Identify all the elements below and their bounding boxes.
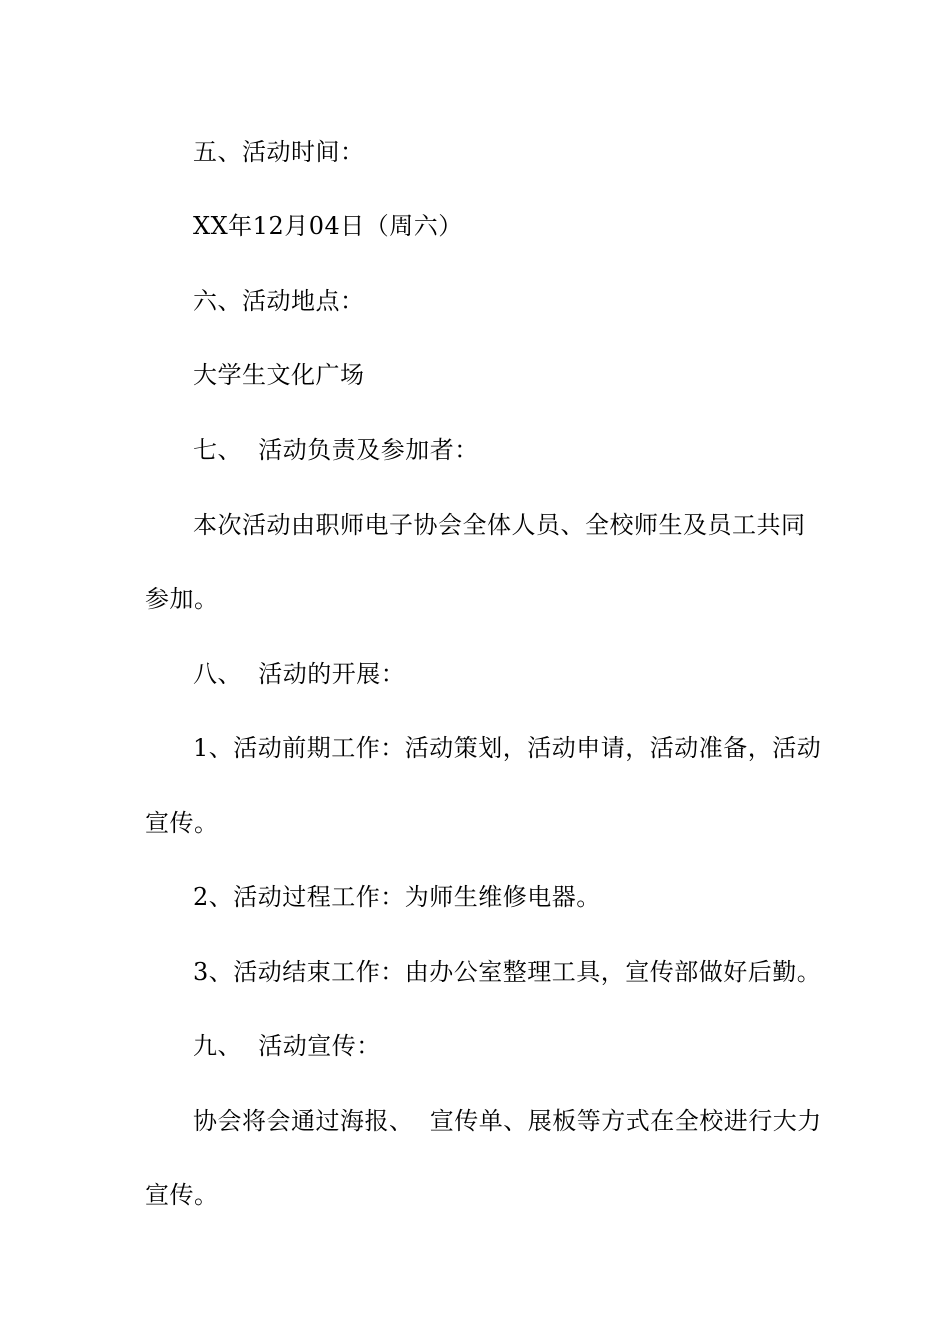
section-heading-location: 六、活动地点：: [193, 287, 365, 315]
promotion-paragraph-line-1: 协会将会通过海报、 宣传单、展板等方式在全校进行大力: [193, 1107, 822, 1135]
section-heading-promotion: 九、 活动宣传：: [193, 1032, 381, 1060]
section-heading-time: 五、活动时间：: [193, 138, 365, 166]
activity-date: XX年12月04日（周六）: [193, 212, 463, 240]
conduct-item-2: 2、活动过程工作：为师生维修电器。: [193, 883, 601, 911]
conduct-item-3: 3、活动结束工作：由办公室整理工具，宣传部做好后勤。: [193, 958, 822, 986]
participants-paragraph-line-2: 参加。: [145, 585, 219, 613]
section-heading-conduct: 八、 活动的开展：: [193, 660, 406, 688]
conduct-item-1-line-2: 宣传。: [145, 809, 219, 837]
activity-location: 大学生文化广场: [193, 361, 365, 389]
participants-paragraph-line-1: 本次活动由职师电子协会全体人员、全校师生及员工共同: [193, 511, 806, 539]
section-heading-participants: 七、 活动负责及参加者：: [193, 436, 479, 464]
promotion-paragraph-line-2: 宣传。: [145, 1181, 219, 1209]
conduct-item-1-line-1: 1、活动前期工作：活动策划，活动申请，活动准备，活动: [193, 734, 822, 762]
